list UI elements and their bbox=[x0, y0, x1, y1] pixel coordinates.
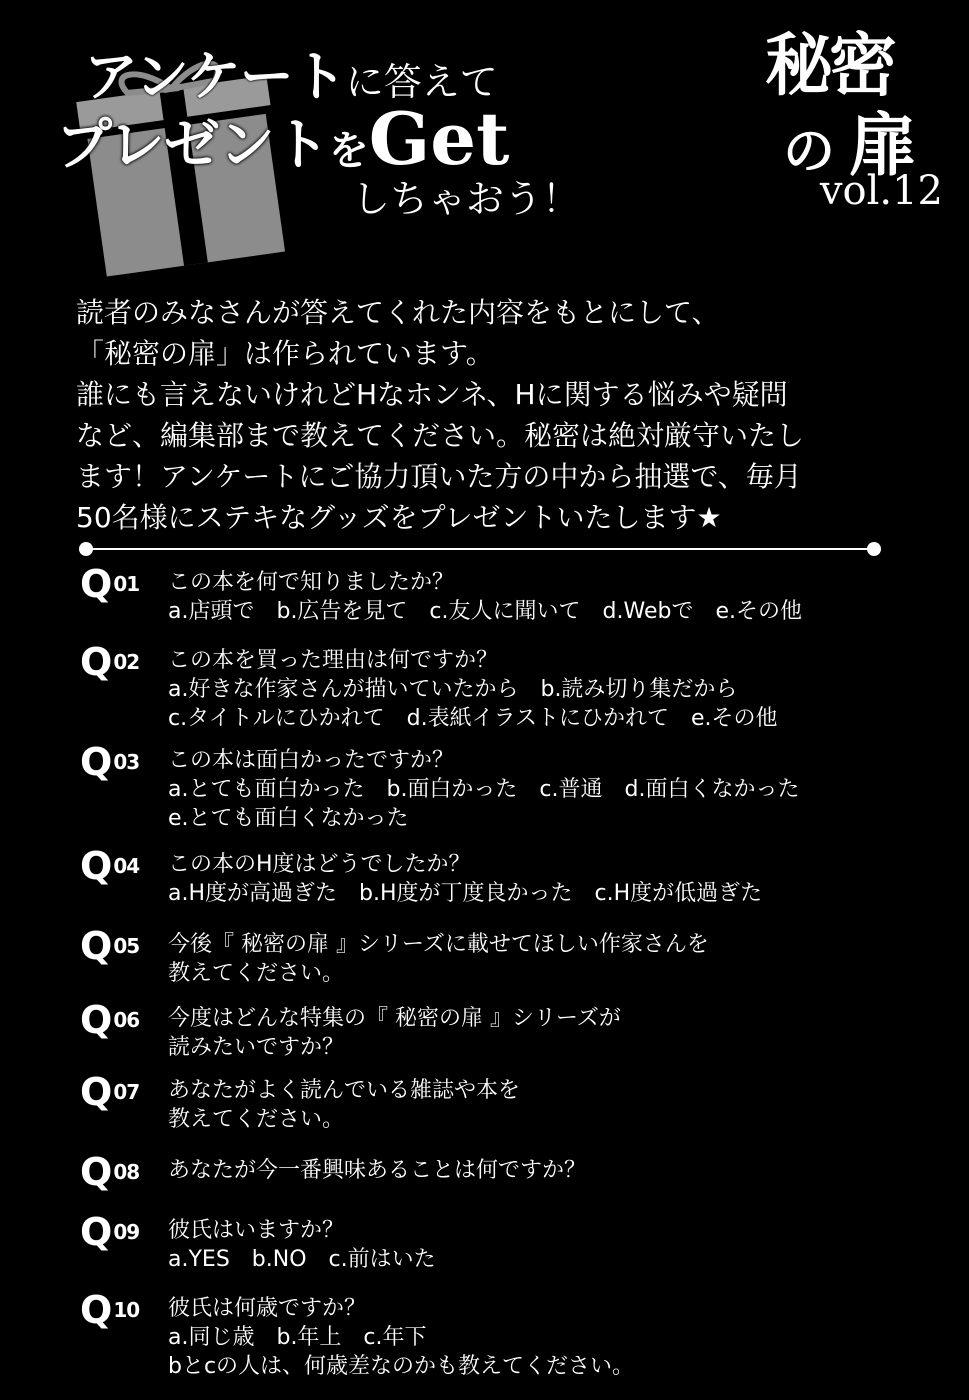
question-text bbox=[168, 646, 928, 733]
question-number bbox=[80, 846, 139, 888]
q-num: 09 bbox=[113, 1220, 140, 1244]
question-options: a.好きな作家さんが描いていたから b.読み切り集だから bbox=[168, 677, 738, 702]
question-text bbox=[168, 1216, 928, 1274]
question-title: この本は面白かったですか？ bbox=[168, 748, 455, 773]
title-no: の bbox=[782, 121, 835, 182]
q-letter: Q bbox=[80, 998, 112, 1042]
q-letter: Q bbox=[80, 1288, 112, 1332]
title-tobira: 扉 bbox=[848, 106, 917, 186]
question-text bbox=[168, 568, 928, 626]
question-options: e.とても面白くなかった bbox=[168, 806, 409, 831]
question-options: 教えてください。 bbox=[168, 1107, 345, 1132]
question-text bbox=[168, 1294, 928, 1381]
question-title: 今度はどんな特集の『 秘密の扉 』シリーズが bbox=[168, 1006, 621, 1031]
question-number bbox=[80, 1212, 139, 1254]
header-get: Get bbox=[368, 96, 510, 181]
question-number bbox=[80, 1290, 139, 1332]
header-nikotaete: に答えて bbox=[345, 60, 498, 104]
question-options: 読みたいですか？ bbox=[168, 1035, 345, 1060]
q-num: 02 bbox=[113, 650, 140, 674]
question-title: 彼氏はいますか？ bbox=[168, 1218, 345, 1243]
question-options: a.とても面白かった b.面白かった c.普通 d.面白くなかった bbox=[168, 777, 800, 802]
question-text bbox=[168, 850, 928, 908]
divider-line bbox=[66, 540, 884, 558]
q-letter: Q bbox=[80, 640, 112, 684]
q-letter: Q bbox=[80, 924, 112, 968]
question-number bbox=[80, 926, 139, 968]
question-options: a.店頭で b.広告を見て c.友人に聞いて d.Webで e.その他 bbox=[168, 599, 802, 624]
question-options: a.H度が高過ぎた b.H度が丁度良かった c.H度が低過ぎた bbox=[168, 881, 763, 906]
question-title: あなたが今一番興味あることは何ですか？ bbox=[168, 1158, 587, 1183]
q-num: 05 bbox=[113, 934, 140, 958]
question-title: この本のH度はどうでしたか？ bbox=[168, 852, 471, 877]
question-number bbox=[80, 1000, 139, 1042]
question-options: c.タイトルにひかれて d.表紙イラストにひかれて e.その他 bbox=[168, 706, 778, 731]
question-options: a.YES b.NO c.前はいた bbox=[168, 1247, 436, 1272]
header-present: プレゼント bbox=[56, 113, 329, 178]
header-wo: を bbox=[328, 128, 369, 174]
q-letter: Q bbox=[80, 1150, 112, 1194]
question-number bbox=[80, 1152, 139, 1194]
question-title: この本を何で知りましたか？ bbox=[168, 570, 455, 595]
question-options: 教えてください。 bbox=[168, 961, 345, 986]
q-num: 06 bbox=[113, 1008, 140, 1032]
question-text bbox=[168, 930, 928, 988]
q-num: 03 bbox=[113, 750, 140, 774]
question-number bbox=[80, 642, 139, 684]
title-himitsu: 秘密 bbox=[764, 26, 893, 106]
q-letter: Q bbox=[80, 1210, 112, 1254]
question-text bbox=[168, 1004, 928, 1062]
question-text bbox=[168, 746, 928, 833]
question-number bbox=[80, 564, 139, 606]
q-num: 10 bbox=[113, 1298, 140, 1322]
q-letter: Q bbox=[80, 562, 112, 606]
intro-paragraph: 読者のみなさんが答えてくれた内容をもとにして、 「秘密の扉」は作られています。 誰にも言えないけれどHなホンネ、Hに関する悩みや疑問 など、編集部まで教えてください。秘密は絶対厳守いたし ます！アンケートにご協力頂いた方の中から抽選で、毎月 50名様にステキなグッズをプレゼントいたします★ bbox=[76, 296, 805, 534]
question-options: a.同じ歳 b.年上 c.年下 bbox=[168, 1325, 427, 1350]
header-anketo: アンケート bbox=[84, 45, 346, 108]
q-num: 07 bbox=[113, 1080, 140, 1104]
header-line-3: しちゃおう！ bbox=[352, 177, 581, 221]
question-text bbox=[168, 1156, 928, 1185]
title-volume: vol.12 bbox=[819, 168, 943, 214]
question-text bbox=[168, 1076, 928, 1134]
question-number bbox=[80, 1072, 139, 1114]
question-options: bとcの人は、何歳差なのかも教えてください。 bbox=[168, 1354, 635, 1379]
question-title: あなたがよく読んでいる雑誌や本を bbox=[168, 1078, 521, 1103]
question-number bbox=[80, 742, 139, 784]
q-letter: Q bbox=[80, 1070, 112, 1114]
question-title: 今後『 秘密の扉 』シリーズに載せてほしい作家さんを bbox=[168, 932, 709, 957]
q-letter: Q bbox=[80, 740, 112, 784]
q-num: 01 bbox=[113, 572, 140, 596]
question-title: この本を買った理由は何ですか？ bbox=[168, 648, 499, 673]
q-letter: Q bbox=[80, 844, 112, 888]
q-num: 04 bbox=[113, 854, 140, 878]
question-title: 彼氏は何歳ですか？ bbox=[168, 1296, 367, 1321]
q-num: 08 bbox=[113, 1160, 140, 1184]
